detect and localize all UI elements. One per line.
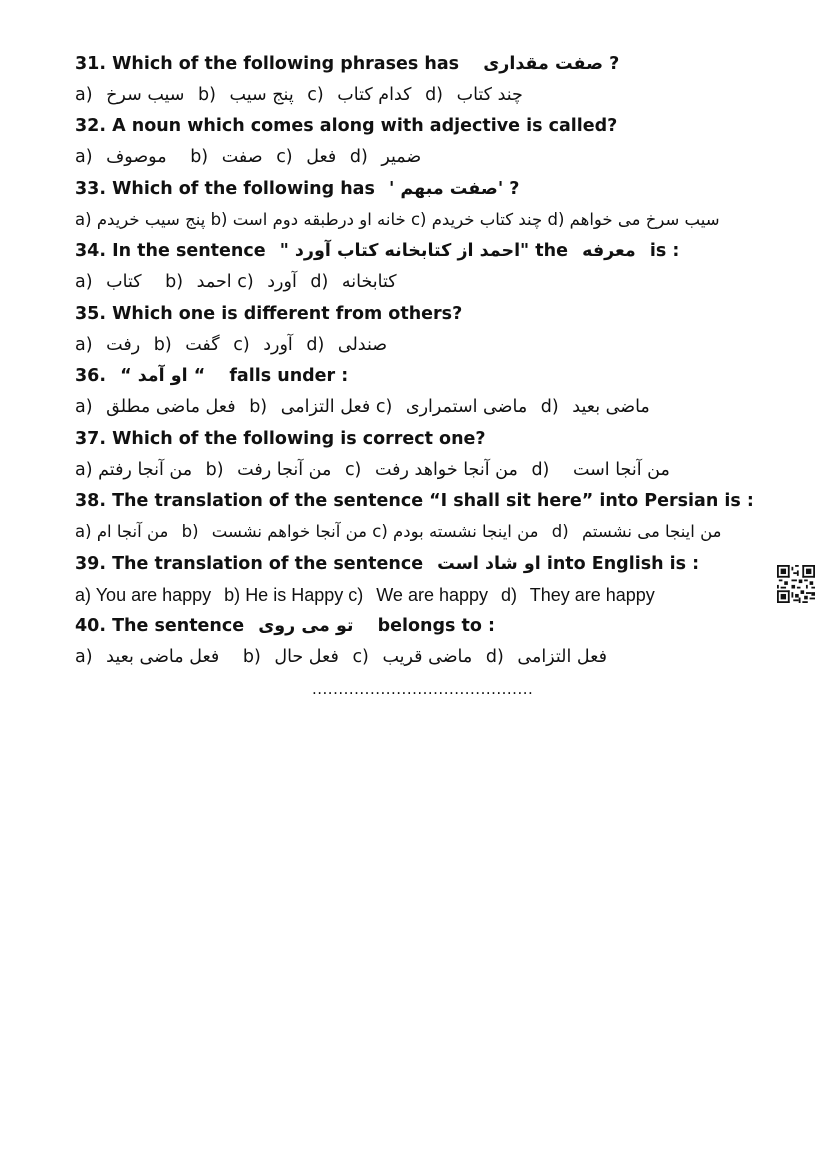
question-34-options: a) کتاب b) احمد c) آورد d) کتابخانه [75, 269, 397, 295]
option-c[interactable]: ماضی قریب [382, 647, 473, 667]
option-d[interactable]: من آنجا است [572, 460, 670, 480]
question-33-options: a) پنج سیب خریدم b) خانه او درطبقه دوم است c) چند کتاب خریدم d) سیب سرخ می خواهم [75, 207, 720, 233]
question-37-options: a) من آنجا رفتم b) من آنجا رفت c) من آنجا خواهد رفت d) من آنجا است [75, 457, 670, 483]
option-a[interactable]: سیب سرخ [106, 85, 185, 105]
option-d[interactable]: فعل التزامی [517, 647, 607, 667]
option-b[interactable]: فعل التزامی [280, 397, 371, 417]
option-c[interactable]: چند کتاب خریدم [431, 210, 543, 229]
option-a[interactable]: کتاب [106, 272, 142, 292]
option-c[interactable]: آورد [267, 272, 297, 292]
option-c[interactable]: کدام کتاب [337, 85, 412, 105]
question-34-stem: 34. In the sentence "احمد از کتابخانه کتاب آورد " the معرفه is : [75, 241, 680, 261]
question-32-stem: 32. A noun which comes along with adjective is called? [75, 116, 618, 136]
question-40-stem: 40. The sentence تو می روی belongs to : [75, 616, 495, 636]
option-a[interactable]: من آنجا رفتم [98, 460, 193, 480]
question-35-options: a) رفت b) گفت c) آورد d) صندلی [75, 332, 387, 358]
end-divider: .......................................... [312, 680, 534, 698]
question-36-options: a) فعل ماضی مطلق b) فعل التزامی c) ماضی استمراری d) ماضی بعید [75, 394, 650, 420]
option-d[interactable]: صندلی [337, 335, 388, 355]
option-a[interactable]: فعل ماضی بعید [106, 647, 220, 667]
question-31-options: a) سیب سرخ b) پنج سیب c) کدام کتاب d) چند کتاب [75, 82, 523, 108]
option-b[interactable]: من آنجا رفت [237, 460, 332, 480]
option-d[interactable]: ضمیر [381, 147, 422, 167]
option-c[interactable]: آورد [263, 335, 293, 355]
option-c[interactable]: ماضی استمراری [405, 397, 528, 417]
option-d[interactable]: چند کتاب [456, 85, 523, 105]
question-36-stem: 36. “ او آمد “ falls under : [75, 366, 349, 386]
option-d[interactable]: They are happy [529, 585, 655, 605]
question-38-options: a) من آنجا ام b) من آنجا خواهم نشست c) من اینجا نشسته بودم d) من اینجا می نشستم [75, 519, 722, 545]
option-a[interactable]: من آنجا ام [96, 522, 169, 541]
option-b[interactable]: پنج سیب [229, 85, 294, 105]
question-38-stem: 38. The translation of the sentence “I shall sit here” into Persian is : [75, 491, 754, 511]
option-a[interactable]: You are happy [95, 585, 212, 605]
option-d[interactable]: من اینجا می نشستم [581, 522, 722, 541]
option-c[interactable]: من آنجا خواهد رفت [374, 460, 518, 480]
option-c[interactable]: فعل [306, 147, 337, 167]
option-b[interactable]: احمد [196, 272, 232, 292]
option-a[interactable]: موصوف [106, 147, 167, 167]
question-39-options: a) You are happy b) He is Happy c) We are happy d) They are happy [75, 585, 655, 605]
option-d[interactable]: سیب سرخ می خواهم [569, 210, 720, 229]
question-35-stem: 35. Which one is different from others? [75, 304, 463, 324]
option-b[interactable]: He is Happy [245, 585, 344, 605]
question-33-stem: 33. Which of the following has 'صفت مبهم ' ? [75, 179, 520, 199]
option-b[interactable]: فعل حال [274, 647, 339, 667]
option-d[interactable]: کتابخانه [341, 272, 397, 292]
option-d[interactable]: ماضی بعید [572, 397, 650, 417]
question-31-stem: 31. Which of the following phrases has صفت مقداری ? [75, 54, 620, 74]
option-b[interactable]: گفت [185, 335, 220, 355]
question-40-options: a) فعل ماضی بعید b) فعل حال c) ماضی قریب d) فعل التزامی [75, 644, 607, 670]
qr-code-icon [777, 565, 815, 603]
option-c[interactable]: من اینجا نشسته بودم [393, 522, 539, 541]
option-a[interactable]: رفت [106, 335, 141, 355]
option-a[interactable]: فعل ماضی مطلق [106, 397, 236, 417]
question-37-stem: 37. Which of the following is correct one? [75, 429, 486, 449]
question-32-options: a) موصوف b) صفت c) فعل d) ضمیر [75, 144, 421, 170]
option-b[interactable]: خانه او درطبقه دوم است [232, 210, 406, 229]
option-b[interactable]: صفت [221, 147, 263, 167]
option-c[interactable]: We are happy [376, 585, 489, 605]
question-39-stem: 39. The translation of the sentence او شاد است into English is : [75, 554, 700, 574]
option-a[interactable]: پنج سیب خریدم [96, 210, 206, 229]
option-b[interactable]: من آنجا خواهم نشست [211, 522, 367, 541]
